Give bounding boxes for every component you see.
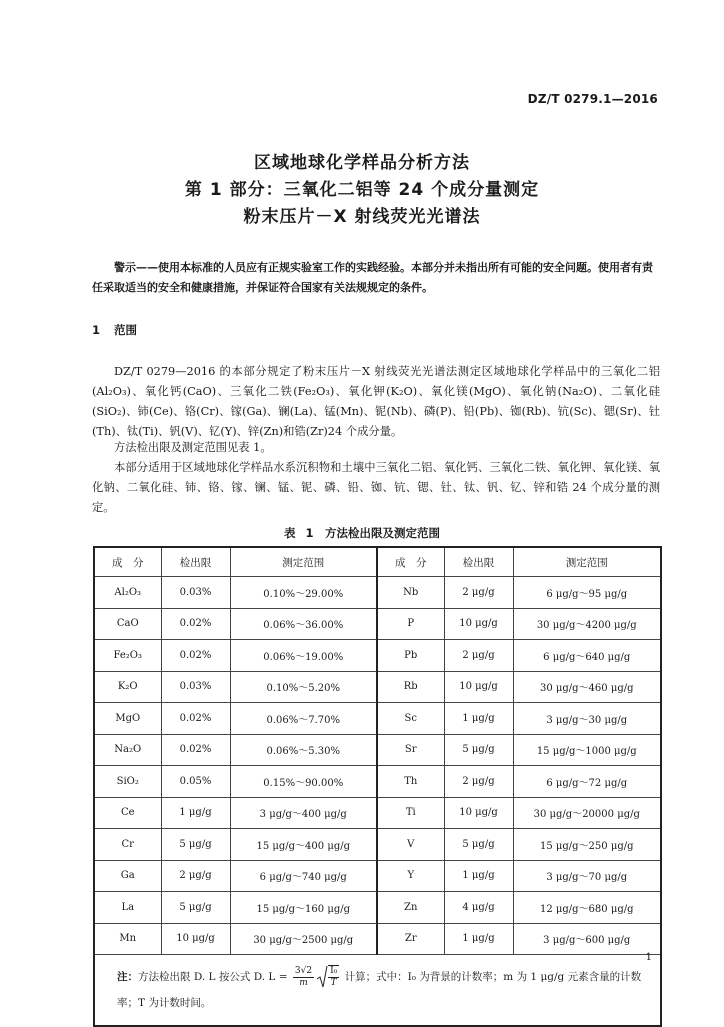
scope-paragraph-3: 本部分适用于区域地球化学样品水系沉积物和土壤中三氧化二铝、氧化钙、三氧化二铁、氧化钾、氧化镁、氧化钠、二氧化硅、铈、铬、镓、镧、锰、铌、磷、铅、铷、钪、锶、钍、钛、钒、钇、锌和锆 24 个成分量的测定。 <box>92 461 660 514</box>
range-cell: 0.06%～36.00% <box>230 608 377 640</box>
table-caption: 表 1 方法检出限及测定范围 <box>283 526 440 540</box>
header-detection-limit: 检出限 <box>161 547 230 577</box>
range-cell: 15 μg/g～250 μg/g <box>513 829 661 861</box>
component-cell: K₂O <box>94 671 161 703</box>
sqrt-fraction <box>328 965 339 989</box>
detection-limit-cell: 5 μg/g <box>444 829 513 861</box>
range-cell: 6 μg/g～740 μg/g <box>230 860 377 892</box>
component-cell: CaO <box>94 608 161 640</box>
range-cell: 15 μg/g～400 μg/g <box>230 829 377 861</box>
component-cell: Zr <box>377 923 444 955</box>
detection-limit-cell: 5 μg/g <box>161 829 230 861</box>
component-cell: V <box>377 829 444 861</box>
component-cell: MgO <box>94 703 161 735</box>
title-line-3: 粉末压片－X 射线荧光光谱法 <box>243 207 481 227</box>
component-cell: Pb <box>377 640 444 672</box>
table-note <box>94 955 661 1027</box>
component-cell: Fe₂O₃ <box>94 640 161 672</box>
component-cell: SiO₂ <box>94 766 161 798</box>
note-text-before: 方法检出限 D. L 按公式 D. L = <box>138 971 288 983</box>
sqrt-numerator: I₀ <box>330 966 338 976</box>
component-cell: Sr <box>377 734 444 766</box>
component-cell: Zn <box>377 892 444 924</box>
header-component: 成 分 <box>377 547 444 577</box>
detection-limit-cell: 5 μg/g <box>161 892 230 924</box>
note-label: 注： <box>117 971 138 983</box>
table-row <box>94 892 661 924</box>
header-range: 测定范围 <box>230 547 377 577</box>
component-cell: La <box>94 892 161 924</box>
range-cell: 30 μg/g～2500 μg/g <box>230 923 377 955</box>
detection-limit-cell: 10 μg/g <box>444 608 513 640</box>
fraction-denominator: m <box>299 977 308 988</box>
table-row <box>94 766 661 798</box>
note-text-after: 计算；式中：I₀ 为背景的计数率；m 为 1 μg/g 元素含量的计数率；T 为计数时间。 <box>117 971 642 1009</box>
detection-limit-cell: 1 μg/g <box>444 923 513 955</box>
range-cell: 0.06%～5.30% <box>230 734 377 766</box>
table-row <box>94 797 661 829</box>
scope-paragraph-1: DZ/T 0279—2016 的本部分规定了粉末压片－X 射线荧光光谱法测定区域地球化学样品中的三氧化二铝(Al₂O₃)、氧化钙(CaO)、三氧化二铁(Fe₂O₃)、氧化钾(K₂O)、氧化镁(MgO)、氧化钠(Na₂O)、二氧化硅(SiO₂)、铈(Ce)、铬(Cr)、镓(Ga)、镧(La)、锰(Mn)、铌(Nb)、磷(P)、铅(Pb)、铷(Rb)、钪(Sc)、锶(Sr)、钍(Th)、钛(Ti)、钒(V)、钇(Y)、锌(Zn)和锆(Zr)24 个成分量。 <box>92 365 660 438</box>
range-cell: 6 μg/g～95 μg/g <box>513 577 661 609</box>
scope-paragraph-2: 方法检出限及测定范围见表 1。 <box>114 441 272 454</box>
table-row <box>94 923 661 955</box>
detection-limit-cell: 0.03% <box>161 577 230 609</box>
table-row <box>94 577 661 609</box>
range-cell: 0.06%～7.70% <box>230 703 377 735</box>
header-component: 成 分 <box>94 547 161 577</box>
header-range: 测定范围 <box>513 547 661 577</box>
range-cell: 15 μg/g～1000 μg/g <box>513 734 661 766</box>
title-block <box>0 150 724 231</box>
detection-limit-cell: 2 μg/g <box>444 640 513 672</box>
table-row <box>94 829 661 861</box>
detection-limit-cell: 10 μg/g <box>444 671 513 703</box>
range-cell: 30 μg/g～460 μg/g <box>513 671 661 703</box>
header-detection-limit: 检出限 <box>444 547 513 577</box>
detection-limit-cell: 0.02% <box>161 608 230 640</box>
component-cell: Ti <box>377 797 444 829</box>
component-cell: Ga <box>94 860 161 892</box>
component-cell: Y <box>377 860 444 892</box>
document-code: DZ/T 0279.1—2016 <box>527 92 658 106</box>
component-cell: Rb <box>377 671 444 703</box>
range-cell: 12 μg/g～680 μg/g <box>513 892 661 924</box>
range-cell: 6 μg/g～72 μg/g <box>513 766 661 798</box>
component-cell: Na₂O <box>94 734 161 766</box>
table-row <box>94 640 661 672</box>
range-cell: 3 μg/g～70 μg/g <box>513 860 661 892</box>
sqrt-denominator: T <box>330 978 337 988</box>
table-row <box>94 703 661 735</box>
formula-sqrt <box>316 964 341 990</box>
detection-limit-cell: 0.02% <box>161 703 230 735</box>
component-cell: Ce <box>94 797 161 829</box>
component-cell: Cr <box>94 829 161 861</box>
table-note-row <box>94 955 661 1027</box>
fraction-numerator: 3√2 <box>294 965 313 976</box>
section-heading <box>92 322 137 338</box>
detection-limit-cell: 0.02% <box>161 640 230 672</box>
title-line-2: 第 1 部分：三氧化二铝等 24 个成分量测定 <box>184 180 540 200</box>
range-cell: 3 μg/g～30 μg/g <box>513 703 661 735</box>
component-cell: Th <box>377 766 444 798</box>
detection-limit-cell: 1 μg/g <box>161 797 230 829</box>
detection-limit-table <box>93 546 662 1027</box>
range-cell: 6 μg/g～640 μg/g <box>513 640 661 672</box>
component-cell: Sc <box>377 703 444 735</box>
table-row <box>94 860 661 892</box>
detection-limit-cell: 10 μg/g <box>161 923 230 955</box>
range-cell: 30 μg/g～4200 μg/g <box>513 608 661 640</box>
range-cell: 0.15%～90.00% <box>230 766 377 798</box>
detection-limit-cell: 2 μg/g <box>161 860 230 892</box>
component-cell: Mn <box>94 923 161 955</box>
range-cell: 3 μg/g～400 μg/g <box>230 797 377 829</box>
detection-limit-cell: 2 μg/g <box>444 766 513 798</box>
section-number: 1 <box>92 323 101 337</box>
detection-limit-cell: 4 μg/g <box>444 892 513 924</box>
range-cell: 15 μg/g～160 μg/g <box>230 892 377 924</box>
section-title: 范围 <box>114 323 138 337</box>
component-cell: Nb <box>377 577 444 609</box>
range-cell: 3 μg/g～600 μg/g <box>513 923 661 955</box>
table-row <box>94 671 661 703</box>
detection-limit-cell: 5 μg/g <box>444 734 513 766</box>
detection-limit-cell: 1 μg/g <box>444 860 513 892</box>
range-cell: 30 μg/g～20000 μg/g <box>513 797 661 829</box>
range-cell: 0.10%～29.00% <box>230 577 377 609</box>
range-cell: 0.06%～19.00% <box>230 640 377 672</box>
detection-limit-cell: 0.03% <box>161 671 230 703</box>
detection-limit-cell: 0.02% <box>161 734 230 766</box>
detection-limit-cell: 1 μg/g <box>444 703 513 735</box>
table-row <box>94 734 661 766</box>
detection-limit-cell: 2 μg/g <box>444 577 513 609</box>
component-cell: Al₂O₃ <box>94 577 161 609</box>
detection-limit-cell: 10 μg/g <box>444 797 513 829</box>
page-number: 1 <box>645 952 652 963</box>
formula-fraction <box>293 966 314 989</box>
sqrt-sign-icon <box>316 965 328 989</box>
range-cell: 0.10%～5.20% <box>230 671 377 703</box>
component-cell: P <box>377 608 444 640</box>
detection-limit-cell: 0.05% <box>161 766 230 798</box>
table-header-row <box>94 547 661 577</box>
title-line-1: 区域地球化学样品分析方法 <box>254 153 470 173</box>
table-row <box>94 608 661 640</box>
warning-paragraph: 警示——使用本标准的人员应有正规实验室工作的实践经验。本部分并未指出所有可能的安全问题。使用者有责任采取适当的安全和健康措施，并保证符合国家有关法规规定的条件。 <box>92 261 653 294</box>
